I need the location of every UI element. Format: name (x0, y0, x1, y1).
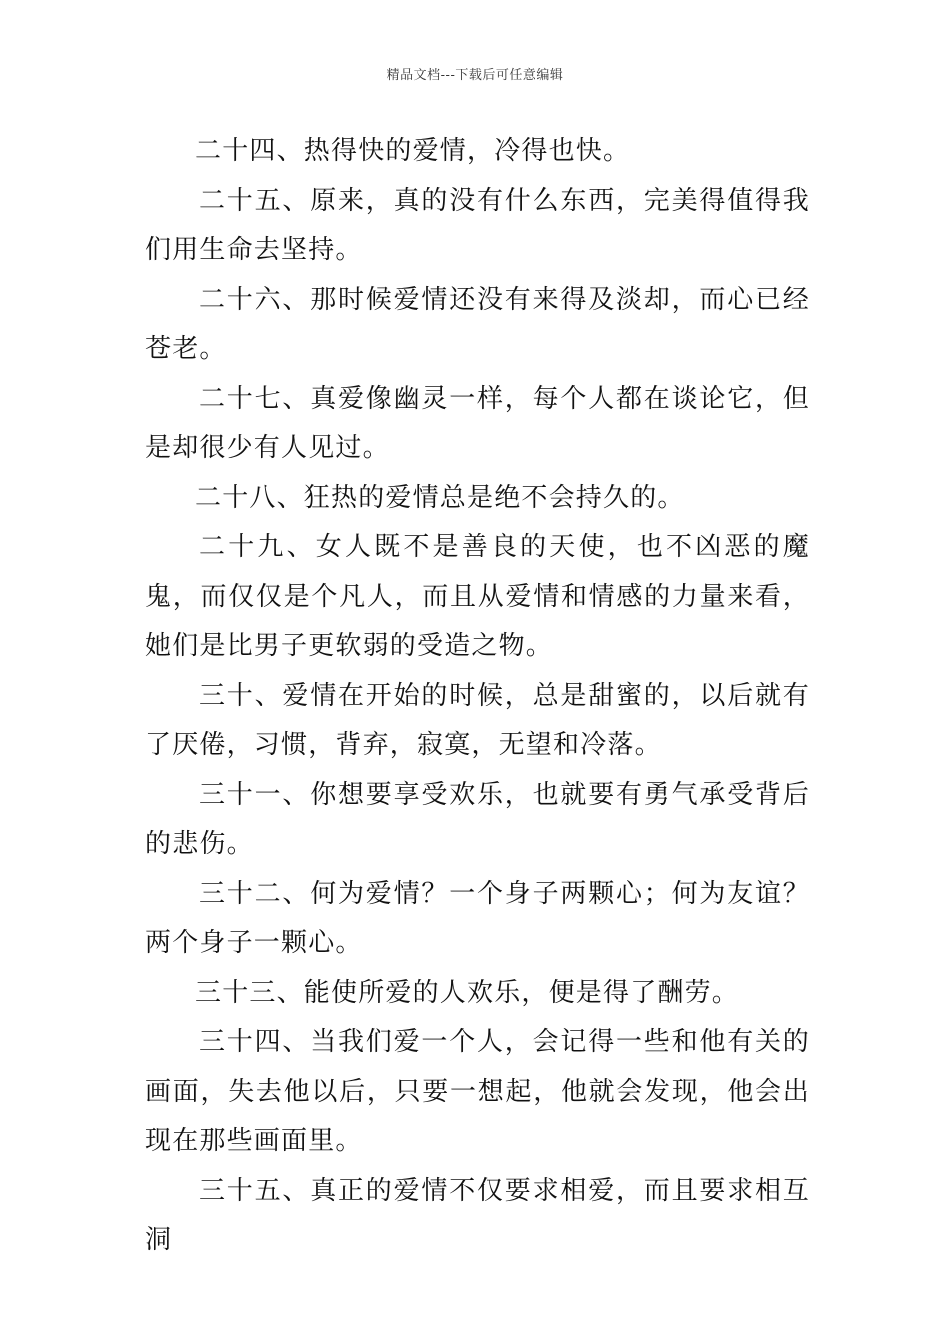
paragraph-34: 三十四、当我们爱一个人，会记得一些和他有关的画面，失去他以后，只要一想起，他就会发现，他会出现在那些画面里。 (145, 1027, 810, 1156)
paragraph-33: 三十三、能使所爱的人欢乐，便是得了酬劳。 (195, 977, 740, 1008)
paragraph-24: 二十四、热得快的爱情，冷得也快。 (195, 136, 631, 166)
paragraph-32: 三十二、何为爱情？一个身子两颗心；何为友谊？两个身子一颗心。 (145, 878, 810, 958)
paragraph-29: 二十九、女人既不是善良的天使，也不凶恶的魔鬼，而仅仅是个凡人，而且从爱情和情感的力量来看，她们是比男子更软弱的受造之物。 (145, 532, 810, 661)
paragraph-30: 三十、爱情在开始的时候，总是甜蜜的，以后就有了厌倦，习惯，背弃，寂寞，无望和冷落。 (145, 680, 810, 760)
page-header: 精品文档---下载后可任意编辑 (386, 68, 564, 83)
paragraph-31: 三十一、你想要享受欢乐，也就要有勇气承受背后的悲伤。 (145, 779, 810, 859)
paragraph-28: 二十八、狂热的爱情总是绝不会持久的。 (195, 482, 685, 513)
paragraph-35: 三十五、真正的爱情不仅要求相爱，而且要求相互洞 (145, 1175, 810, 1255)
document-body (145, 127, 810, 1266)
paragraph-25: 二十五、原来，真的没有什么东西，完美得值得我们用生命去坚持。 (145, 185, 810, 265)
paragraph-26: 二十六、那时候爱情还没有来得及淡却，而心已经苍老。 (145, 284, 810, 364)
paragraph-27: 二十七、真爱像幽灵一样，每个人都在谈论它，但是却很少有人见过。 (145, 383, 810, 463)
